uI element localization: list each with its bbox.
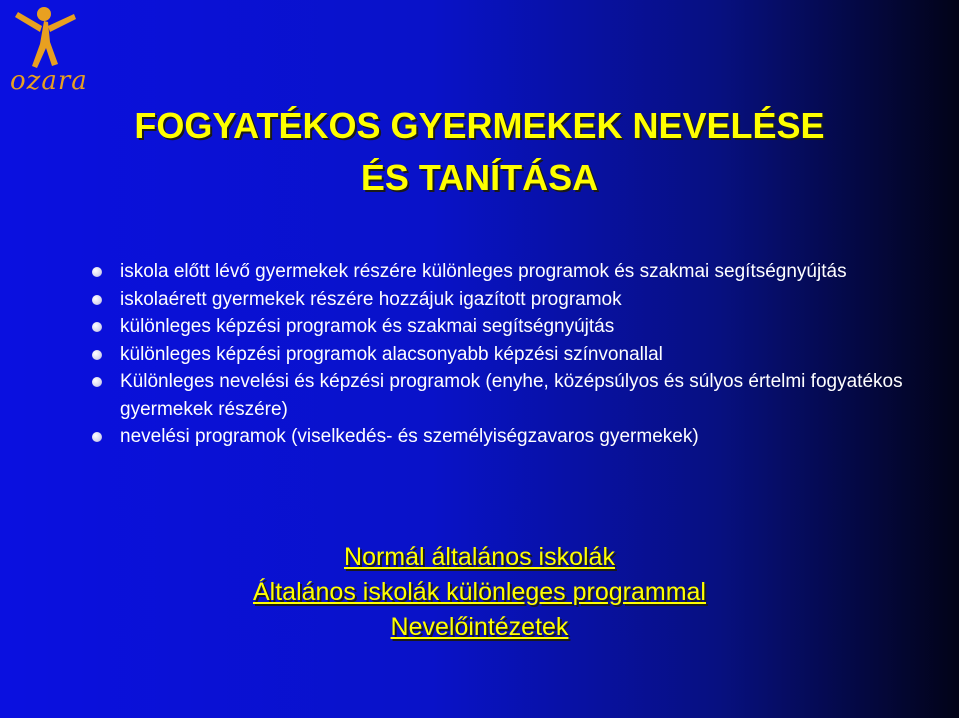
slide-title: [0, 100, 959, 204]
title-line-2: ÉS TANÍTÁSA: [360, 157, 599, 198]
bullet-text: különleges képzési programok alacsonyabb képzési színvonallal: [120, 343, 663, 365]
bullet-text: iskola előtt lévő gyermekek részére különleges programok és szakmai segítségnyújtás: [120, 261, 847, 282]
bullet-dot-icon: [92, 322, 102, 332]
footer-line-2: Általános iskolák különleges programmal: [252, 578, 706, 606]
bullet-item: [92, 341, 932, 369]
bullet-dot-icon: [92, 432, 102, 442]
bullet-item: [92, 286, 932, 314]
bullet-dot-icon: [92, 295, 102, 305]
bullet-item: [92, 258, 932, 286]
logo-text: ozara: [10, 66, 88, 96]
bullet-list: [92, 258, 932, 451]
logo: [4, 4, 94, 96]
bullet-text: különleges képzési programok és szakmai segítségnyújtás: [120, 316, 615, 337]
bullet-dot-icon: [92, 377, 102, 387]
footer-line-3: Nevelőintézetek: [390, 613, 569, 641]
bullet-text: Különleges nevelési és képzési programok (enyhe, középsúlyos és súlyos értelmi fogyatékos gyermekek részére): [120, 371, 903, 420]
footer-line-1: Normál általános iskolák: [344, 543, 615, 571]
footer-list: [0, 540, 959, 645]
bullet-item: [92, 423, 932, 451]
bullet-text: iskolaérett gyermekek részére hozzájuk igazított programok: [120, 288, 622, 310]
bullet-text: nevelési programok (viselkedés- és személyiségzavaros gyermekek): [120, 426, 699, 447]
bullet-item: [92, 368, 932, 423]
title-line-1: FOGYATÉKOS GYERMEKEK NEVELÉSE: [134, 105, 825, 146]
jumping-figure-icon: [4, 4, 94, 74]
bullet-dot-icon: [92, 267, 102, 277]
bullet-item: [92, 313, 932, 341]
bullet-dot-icon: [92, 350, 102, 360]
